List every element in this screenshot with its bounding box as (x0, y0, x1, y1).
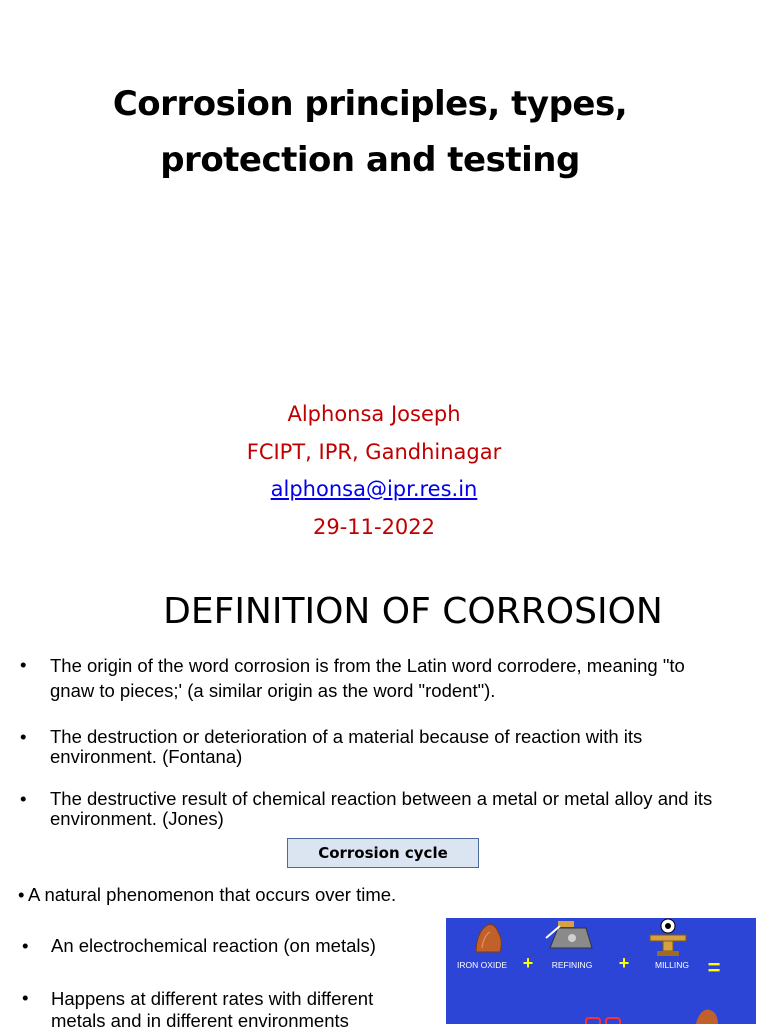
author-email-link[interactable]: alphonsa@ipr.res.in (270, 477, 478, 501)
bullet-marker: • (22, 935, 29, 956)
iron-oxide-icon (476, 924, 501, 952)
diagram-label: REFINING (551, 960, 593, 970)
bullet-marker: • (22, 987, 29, 1008)
corrosion-cycle-button[interactable]: Corrosion cycle (287, 838, 479, 868)
diagram-label: MILLING (654, 960, 690, 970)
plus-sign: + (522, 953, 534, 973)
slide-title: Corrosion principles, types, protection and testing (112, 84, 628, 180)
author-name: Alphonsa Joseph (287, 402, 461, 426)
equals-sign: = (707, 955, 721, 980)
presentation-date: 29-11-2022 (312, 514, 436, 539)
refining-icon (546, 921, 592, 948)
diagram-label: IRON OXIDE (456, 960, 508, 970)
plus-sign: + (618, 953, 630, 973)
corrosion-cycle-diagram (446, 918, 756, 1024)
milling-icon (650, 919, 686, 956)
bullet-marker: • (20, 788, 27, 809)
bullet-marker: • (20, 654, 27, 675)
bullet-marker: • (20, 726, 27, 747)
bullet-marker: • (18, 884, 25, 905)
definition-heading: DEFINITION OF CORROSION (163, 591, 663, 632)
author-block (174, 396, 574, 546)
author-affiliation: FCIPT, IPR, Gandhinagar (246, 439, 502, 464)
product-icon (586, 1010, 718, 1024)
